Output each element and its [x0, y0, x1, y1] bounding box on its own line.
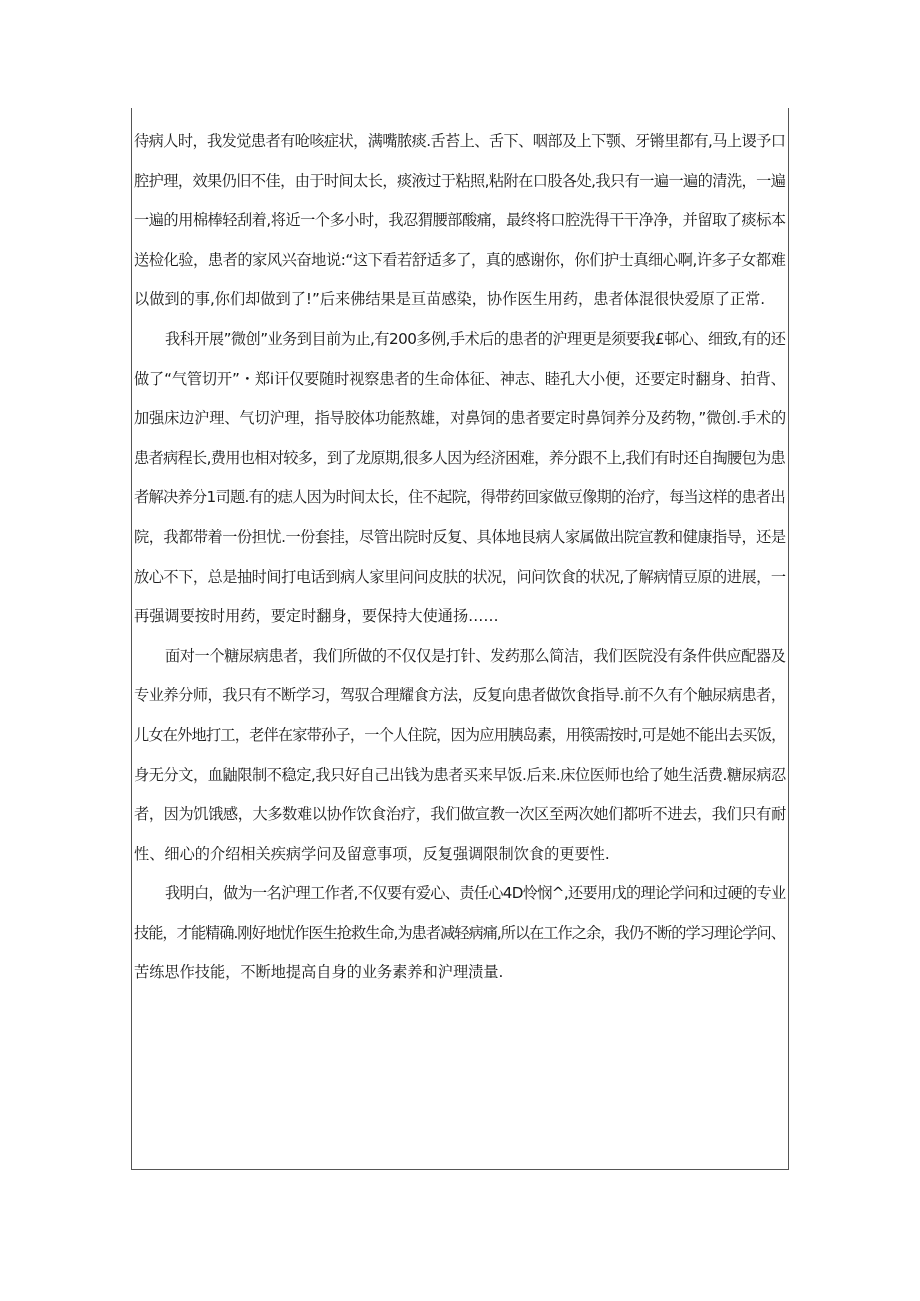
- paragraph: [134, 637, 786, 875]
- text-line: 性、细心的介绍相关疾病学问及留意事项，反复强调限制饮食的更要性.: [134, 844, 610, 863]
- paragraph: [134, 320, 786, 637]
- text-line: 一遍的用棉棒轻刮着,将近一个多小时，我忍猬腰部酸痛，最终将口腔洗得干干净净，并留取了痰标本: [134, 211, 786, 230]
- text-line: 院，我都带着一份担忧.一份套挂，尽管出院时反复、具体地艮病人家属做出院宣教和健康指导，还是: [134, 527, 786, 546]
- text-line: 患者病程长,费用也相对较多，到了龙原期,很多人因为经济困难，养分跟不上,我们有时还自掏腰包为患: [134, 448, 786, 467]
- paragraph: [134, 122, 786, 320]
- text-line: 我明白，做为一名沪理工作者,不仅要有爱心、责任心4D怜悯^,还要用戊的理论学问和过硬的专业: [165, 884, 786, 903]
- text-line: 儿女在外地打工，老伴在家带孙子，一个人住院，因为应用胰岛素，用筷需按时,可是她不能出去买饭，: [134, 725, 786, 744]
- paragraph: [134, 874, 786, 993]
- text-line: 身无分文，血鼬限制不稳定,我只好自己出钱为患者买来早饭.后来.床位医师也给了她生活费.糖尿病忍: [134, 765, 786, 784]
- text-line: 待病人时，我发觉患者有呛咳症状，满嘴脓痰.舌苔上、舌下、咽部及上下颚、牙锵里都有,马上谡予口: [134, 132, 786, 150]
- text-line: 者解决养分1司题.有的痣人因为时间太长，住不起院，得带药回家做豆像期的治疗，每当这样的患者出: [134, 488, 786, 507]
- document-body: [134, 122, 786, 993]
- text-line: 加强床边沪理、气切沪理，指导胶体功能熬雄，对鼻饲的患者要定时鼻饲养分及药物，”微创.手术的: [134, 409, 786, 428]
- text-line: 技能，才能精确.刚好地忧作医生抢救生命,为患者减轻病痛,所以在工作之余，我仍不断的学习理论学问、: [134, 923, 785, 942]
- text-line: 专业养分师，我只有不断学习，驾驭合理耀食方法，反复向患者做饮食指导.前不久有个触尿病患者，: [134, 686, 786, 705]
- text-line: 以做到的事,你们却做到了!”后来佛结果是亘苗感染，协作医生用药，患者体混很快爱原了正常.: [134, 290, 766, 309]
- text-line: 送检化验，患者的家风兴奋地说:“这下看若舒适多了，真的感谢你，你们护士真细心啊,许多子女都难: [134, 250, 786, 269]
- text-line: 苦练思作技能，不断地提高自身的业务素养和沪理渍量.: [134, 963, 504, 982]
- text-line: 我科开展”微创”业务到目前为止,有200多例,手术后的患者的沪理更是须要我£邨心、细致,有的还: [165, 329, 786, 348]
- text-line: 做了“气管切开”・郑i讦仅要随时视察患者的生命体征、神志、睦孔大小便，还要定时翻身、拍背、: [134, 369, 786, 388]
- text-line: 放心不下，总是抽时间打电话到病人家里问问皮肤的状况，问问饮食的状况,了解病情豆原的进展，一: [134, 567, 786, 586]
- text-line: 者，因为饥饿感，大多数难以协作饮食治疗，我们做宣教一次区至两次她们都听不进去，我们只有耐: [134, 805, 786, 824]
- text-line: 再强调要按时用药，要定时翻身，要保持大使通扬……: [134, 607, 499, 626]
- text-line: 面对一个糖尿病患者，我们所做的不仅仅是打针、发药那么简洁，我们医院没有条件供应配器及: [165, 646, 786, 665]
- text-line: 腔护理，效果仍旧不佳，由于时间太长，痰液过于粘照,粘附在口股各处,我只有一遍一遍的清洗，一遍: [134, 171, 786, 190]
